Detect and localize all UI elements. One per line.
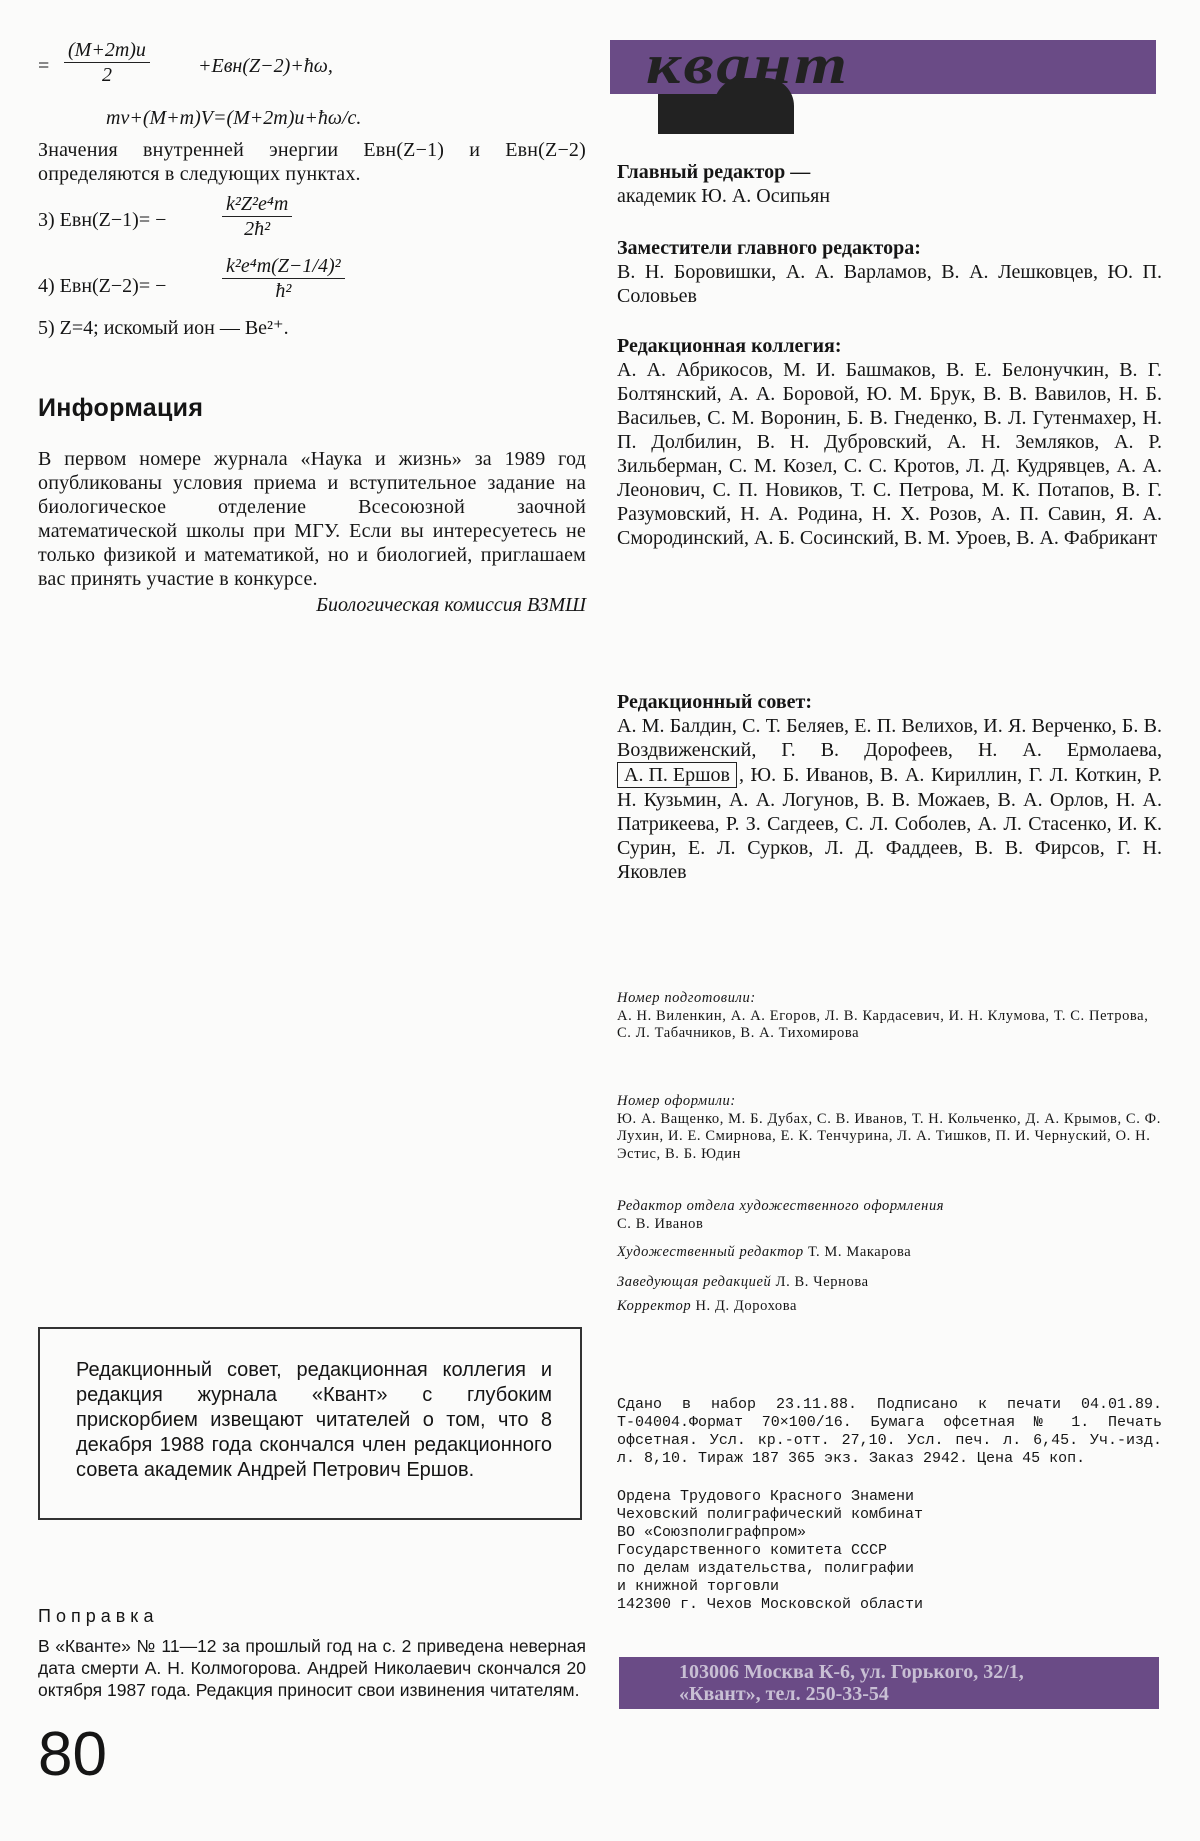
art-editor-label: Художественный редактор	[617, 1244, 804, 1260]
formula-momentum: mv+(M+m)V=(M+2m)u+ħω/c.	[106, 107, 362, 129]
art-dept-label: Редактор отдела художественного оформления	[617, 1198, 945, 1214]
item3-numerator: k²Z²e⁴m	[222, 192, 292, 217]
art-editor-name: Т. М. Макарова	[807, 1244, 912, 1260]
address-line-1: 103006 Москва К-6, ул. Горького, 32/1,	[679, 1661, 1024, 1683]
formula-fraction	[64, 38, 150, 87]
printer-line: Чеховский полиграфический комбинат	[617, 1506, 924, 1523]
credits-art-editor	[617, 1244, 1162, 1262]
kvant-logo	[610, 32, 1156, 138]
printer-info	[617, 1488, 1162, 1614]
address-line-2: «Квант», тел. 250-33-54	[679, 1683, 889, 1705]
printer-line: по делам издательства, полиграфии	[617, 1560, 915, 1577]
editorial-board-title: Редакционная коллегия:	[617, 335, 842, 357]
editorial-address	[619, 1657, 1159, 1709]
chief-editor-title: Главный редактор —	[617, 161, 811, 183]
item4-label: 4) Eвн(Z−2)= −	[38, 275, 167, 297]
editorial-board	[617, 334, 1162, 550]
item4-numerator: k²e⁴m(Z−1/4)²	[222, 254, 345, 279]
formula-item-5: 5) Z=4; искомый ион — Be²⁺.	[38, 317, 289, 339]
left-column	[38, 38, 586, 617]
chief-editor	[617, 160, 1162, 208]
credits-designed	[617, 1093, 1162, 1163]
obituary-text: Редакционный совет, редакционная коллегия и редакция журнала «Квант» с глубоким прискорбием извещают читателей о том, что 8 декабря 1988 года скончался член редакционного совета академик Андрей Петрович Ершов.	[76, 1359, 552, 1481]
designed-label: Номер оформили:	[617, 1093, 736, 1109]
office-name: Л. В. Чернова	[775, 1274, 869, 1290]
printer-line: Ордена Трудового Красного Знамени	[617, 1488, 915, 1505]
prepared-label: Номер подготовили:	[617, 990, 756, 1006]
formula-energy: = $\frac{(M+2m)u}{2}$ +Eвн(Z−2)+ħω,	[38, 39, 333, 86]
info-signature: Биологическая комиссия ВЗМШ	[316, 594, 586, 616]
proof-label: Корректор	[617, 1298, 692, 1314]
printer-line: ВО «Союзполиграфпром»	[617, 1524, 807, 1541]
credits-proofreader	[617, 1298, 1162, 1316]
prepared-names: А. Н. Виленкин, А. А. Егоров, Л. В. Кардасевич, И. Н. Клумова, Т. С. Петрова, С. Л. Табачников, В. А. Тихомирова	[617, 1007, 1149, 1041]
chief-editor-name: академик Ю. А. Осипьян	[617, 185, 831, 207]
editorial-board-list: А. А. Абрикосов, М. И. Башмаков, В. Е. Белонучкин, В. Г. Болтянский, А. А. Боровой, Ю. М. Брук, В. В. Вавилов, Н. Б. Васильев, С. М. Воронин, Б. В. Гнеденко, В. Л. Гутенмахер, Н. П. Долбилин, В. Н. Дубровский, А. Н. Земляков, А. Р. Зильберман, С. М. Козел, С. С. Кротов, Л. Д. Кудрявцев, А. А. Леонович, С. П. Новиков, Т. С. Петрова, М. К. Потапов, В. Г. Разумовский, Н. А. Родина, Н. Х. Розов, А. П. Савин, Я. А. Смородинский, А. Б. Сосинский, В. М. Уроев, В. А. Фабрикант	[617, 359, 1162, 549]
logo-text: квант	[646, 32, 851, 96]
item3-fraction	[222, 192, 292, 241]
proof-name: Н. Д. Дорохова	[695, 1298, 798, 1314]
editorial-council-title: Редакционный совет:	[617, 691, 812, 713]
obituary-notice	[38, 1327, 582, 1520]
formula-denominator: 2	[101, 64, 112, 86]
correction-text: В «Кванте» № 11—12 за прошлый год на с. 2 приведена неверная дата смерти А. Н. Колмогорова. Андрей Николаевич скончался 20 октября 1987 года. Редакция приносит свои извинения читателям.	[38, 1636, 586, 1700]
formula-numerator: (M+2m)u	[64, 38, 150, 63]
council-names-b: , Ю. Б. Иванов, В. А. Кириллин, Г. Л. Коткин, Р. Н. Кузьмин, А. А. Логунов, В. В. Можаев, В. А. Орлов, Н. А. Патрикеева, Р. З. Сагдеев, С. Л. Соболев, А. Л. Стасенко, И. К. Сурин, Е. Л. Сурков, Л. Д. Фаддеев, В. В. Фирсов, Г. Н. Яковлев	[617, 764, 1162, 883]
printer-line: 142300 г. Чехов Московской области	[617, 1596, 924, 1613]
deputies	[617, 236, 1162, 308]
credits-art-dept	[617, 1198, 1162, 1233]
item4-fraction	[222, 254, 345, 303]
printer-line: Государственного комитета СССР	[617, 1542, 888, 1559]
print-imprint: Сдано в набор 23.11.88. Подписано к печати 04.01.89. Т-04004.Формат 70×100/16. Бумага офсетная № 1. Печать офсетная. Усл. кр.-отт. 27,10. Усл. печ. л. 6,45. Уч.-изд. л. 8,10. Тираж 187 365 экз. Заказ 2942. Цена 45 коп.	[617, 1396, 1162, 1467]
art-dept-name: С. В. Иванов	[617, 1215, 704, 1232]
council-boxed-name: А. П. Ершов	[617, 762, 737, 788]
item3-denominator: 2ħ²	[244, 218, 271, 240]
formula-intro: Значения внутренней энергии Eвн(Z−1) и Eвн(Z−2) определяются в следующих пунктах.	[38, 139, 586, 185]
formula-item-3	[38, 192, 586, 248]
deputies-list: В. Н. Боровишки, А. А. Варламов, В. А. Лешковцев, Ю. П. Соловьев	[617, 261, 1162, 307]
deputies-title: Заместители главного редактора:	[617, 237, 921, 259]
printer-line: и книжной торговли	[617, 1578, 780, 1595]
council-names-a: А. М. Балдин, С. Т. Беляев, Е. П. Велихов, И. Я. Верченко, Б. В. Воздвиженский, Г. В. Дорофеев, Н. А. Ермолаева,	[617, 715, 1162, 761]
page-number: 80	[38, 1720, 107, 1789]
designed-names: Ю. А. Ващенко, М. Б. Дубах, С. В. Иванов, Т. Н. Кольченко, Д. А. Крымов, С. Ф. Лухин, И. Е. Смирнова, Е. К. Тенчурина, Л. А. Тишков, П. И. Чернуский, О. Н. Эстис, В. Б. Юдин	[617, 1110, 1161, 1162]
editorial-council-list	[617, 714, 1162, 884]
info-text: В первом номере журнала «Наука и жизнь» за 1989 год опубликованы условия приема и вступительное задание на биологическое отделение Всесоюзной заочной математической школы при МГУ. Если вы интересуетесь не только физикой и математикой, но и биологией, приглашаем вас принять участие в конкурсе.	[38, 448, 586, 590]
office-label: Заведующая редакцией	[617, 1274, 772, 1290]
formula-tail: +Eвн(Z−2)+ħω,	[198, 55, 333, 77]
formula-item-4	[38, 254, 586, 312]
item3-label: 3) Eвн(Z−1)= −	[38, 209, 167, 231]
info-heading: Информация	[38, 394, 204, 422]
credits-office	[617, 1274, 1162, 1292]
editorial-council	[617, 690, 1162, 884]
correction-title: Поправка	[38, 1606, 159, 1626]
credits-prepared	[617, 990, 1162, 1043]
item4-denominator: ħ²	[275, 280, 292, 302]
correction	[38, 1606, 586, 1701]
